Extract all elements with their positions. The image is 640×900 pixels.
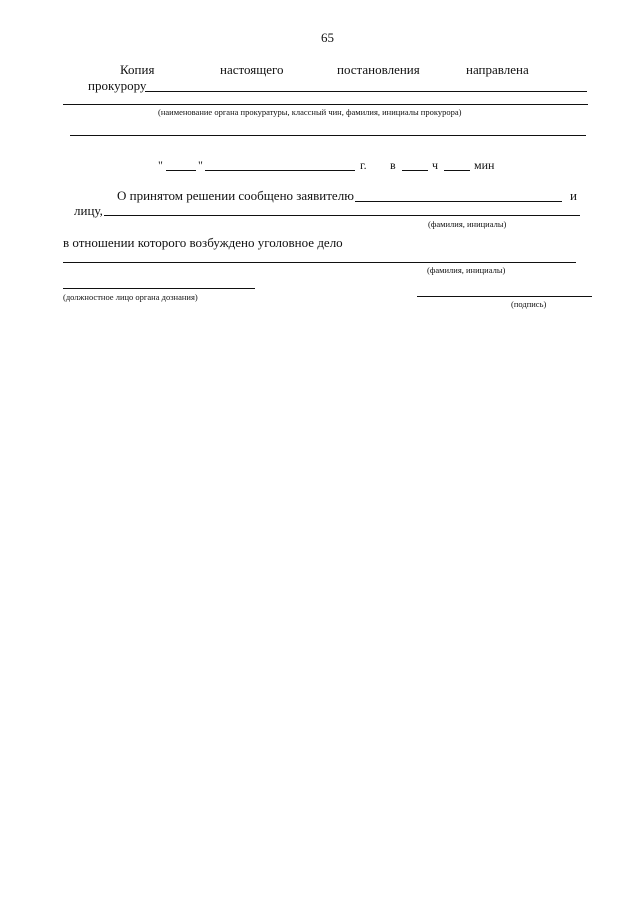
copy-word-3: постановления: [337, 62, 420, 77]
case-blank-line: [63, 262, 576, 263]
decision-text: О принятом решении сообщено заявителю: [117, 188, 354, 203]
person-caption: (фамилия, инициалы): [428, 219, 507, 229]
and-label: и: [570, 188, 577, 203]
hour-label: ч: [432, 158, 439, 172]
day-blank-line: [166, 170, 196, 171]
minutes-label: мин: [474, 158, 495, 172]
copy-word-2: настоящего: [220, 62, 284, 77]
prosecutor-label: прокурору: [88, 78, 147, 93]
case-text: в отношении которого возбуждено уголовное дело: [63, 235, 343, 250]
date-quote-close: ": [198, 158, 203, 172]
case-caption: (фамилия, инициалы): [427, 265, 506, 275]
date-quote-open: ": [158, 158, 163, 172]
official-caption: (должностное лицо органа дознания): [63, 292, 198, 302]
person-label: лицу,: [74, 203, 103, 218]
prosecutor-fill-line: [145, 91, 587, 92]
prosecutor-full-line: [63, 104, 588, 105]
applicant-blank-line: [355, 201, 562, 202]
month-blank-line: [205, 170, 355, 171]
signature-blank-line: [417, 296, 592, 297]
hour-blank-line: [402, 170, 428, 171]
page-number: 65: [321, 30, 334, 45]
person-blank-line: [104, 215, 580, 216]
signature-caption: (подпись): [511, 299, 547, 309]
official-blank-line: [63, 288, 255, 289]
year-label: г.: [360, 158, 367, 172]
prosecutor-extra-line: [70, 135, 586, 136]
copy-word-4: направлена: [466, 62, 529, 77]
prosecutor-caption: (наименование органа прокуратуры, классный чин, фамилия, инициалы прокурора): [158, 107, 462, 117]
copy-word-1: Копия: [120, 62, 155, 77]
in-label: в: [390, 158, 396, 172]
minute-blank-line: [444, 170, 470, 171]
